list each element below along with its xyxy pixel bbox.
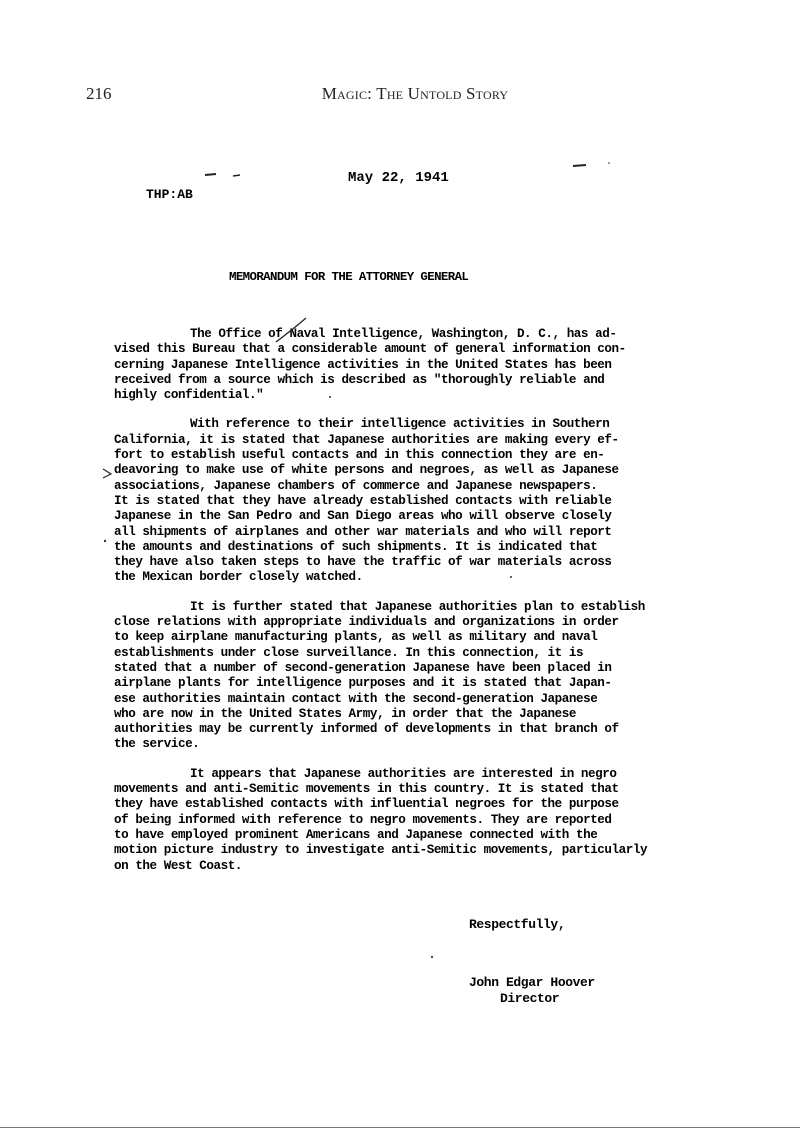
speck-mark xyxy=(608,162,610,164)
page-number: 216 xyxy=(86,84,112,103)
stray-dash-mark xyxy=(573,165,586,166)
memo-line: authorities may be currently informed of developments in that branch of xyxy=(114,722,619,737)
stray-dash-mark xyxy=(233,175,240,176)
memo-line: ese authorities maintain contact with the second-generation Japanese xyxy=(114,691,598,706)
memo-line: vised this Bureau that a considerable amount of general information con- xyxy=(114,342,626,357)
closing: Respectfully, xyxy=(469,917,566,932)
memo-line: the Mexican border closely watched. xyxy=(114,570,363,585)
memo-line: associations, Japanese chambers of commerce and Japanese newspapers. xyxy=(114,478,598,493)
memo-line: motion picture industry to investigate anti-Semitic movements, particularly xyxy=(114,843,648,858)
bottom-rule xyxy=(0,1127,800,1128)
memo-paragraph xyxy=(114,767,714,874)
stray-dash-mark xyxy=(205,174,216,175)
signer-name: John Edgar Hoover xyxy=(469,975,595,990)
memo-line: fort to establish useful contacts and in this connection they are en- xyxy=(114,448,605,463)
margin-arrow-mark xyxy=(103,469,111,478)
memo-line: of being informed with reference to negro movements. They are reported xyxy=(114,812,612,827)
memo-line: stated that a number of second-generation Japanese have been placed in xyxy=(114,660,612,675)
memo-line: establishments under close surveillance. In this connection, it is xyxy=(114,645,584,660)
memo-line: cerning Japanese Intelligence activities in the United States has been xyxy=(114,357,612,372)
memo-line: to keep airplane manufacturing plants, as well as military and naval xyxy=(114,630,598,645)
memo-line: The Office of Naval Intelligence, Washington, D. C., has ad- xyxy=(190,327,617,341)
memo-line: to have employed prominent Americans and Japanese connected with the xyxy=(114,827,598,842)
memo-paragraph xyxy=(114,417,714,585)
memo-line: close relations with appropriate individuals and organizations in order xyxy=(114,615,619,630)
memo-date: May 22, 1941 xyxy=(348,170,449,186)
running-title: Magic: The Untold Story xyxy=(321,84,509,103)
memo-line: they have established contacts with influential negroes for the purpose xyxy=(114,797,619,812)
memo-line: received from a source which is described as "thoroughly reliable and xyxy=(114,372,605,387)
memo-line: highly confidential." xyxy=(114,388,264,403)
memo-line: deavoring to make use of white persons and negroes, as well as Japanese xyxy=(114,463,619,478)
memo-initials: THP:AB xyxy=(146,187,193,202)
memo-line: With reference to their intelligence activities in Southern xyxy=(190,417,610,432)
memo-body xyxy=(114,327,714,874)
signature-block xyxy=(469,975,595,1007)
memo-paragraph xyxy=(114,600,714,753)
memo-line: It is further stated that Japanese authorities plan to establish xyxy=(190,599,645,614)
memo-line: movements and anti-Semitic movements in this country. It is stated that xyxy=(114,782,619,797)
memo-line: who are now in the United States Army, in order that the Japanese xyxy=(114,706,576,721)
memo-line: the service. xyxy=(114,737,200,752)
speck-mark xyxy=(104,540,106,542)
memo-line: airplane plants for intelligence purposes and it is stated that Japan- xyxy=(114,676,612,691)
memo-line: California, it is stated that Japanese authorities are making every ef- xyxy=(114,432,619,447)
speck-mark xyxy=(431,956,433,958)
memo-heading: MEMORANDUM FOR THE ATTORNEY GENERAL xyxy=(229,270,469,284)
memo-line: all shipments of airplanes and other war materials and who will report xyxy=(114,524,612,539)
memo-paragraph xyxy=(114,327,714,403)
memo-line: on the West Coast. xyxy=(114,858,242,873)
signer-title: Director xyxy=(500,991,560,1006)
memo-line: It is stated that they have already established contacts with reliable xyxy=(114,493,612,508)
memo-line: they have also taken steps to have the traffic of war materials across xyxy=(114,555,612,570)
memo-line: Japanese in the San Pedro and San Diego areas who will observe closely xyxy=(114,509,612,524)
memo-line: It appears that Japanese authorities are interested in negro xyxy=(190,766,617,781)
memo-line: the amounts and destinations of such shipments. It is indicated that xyxy=(114,539,598,554)
